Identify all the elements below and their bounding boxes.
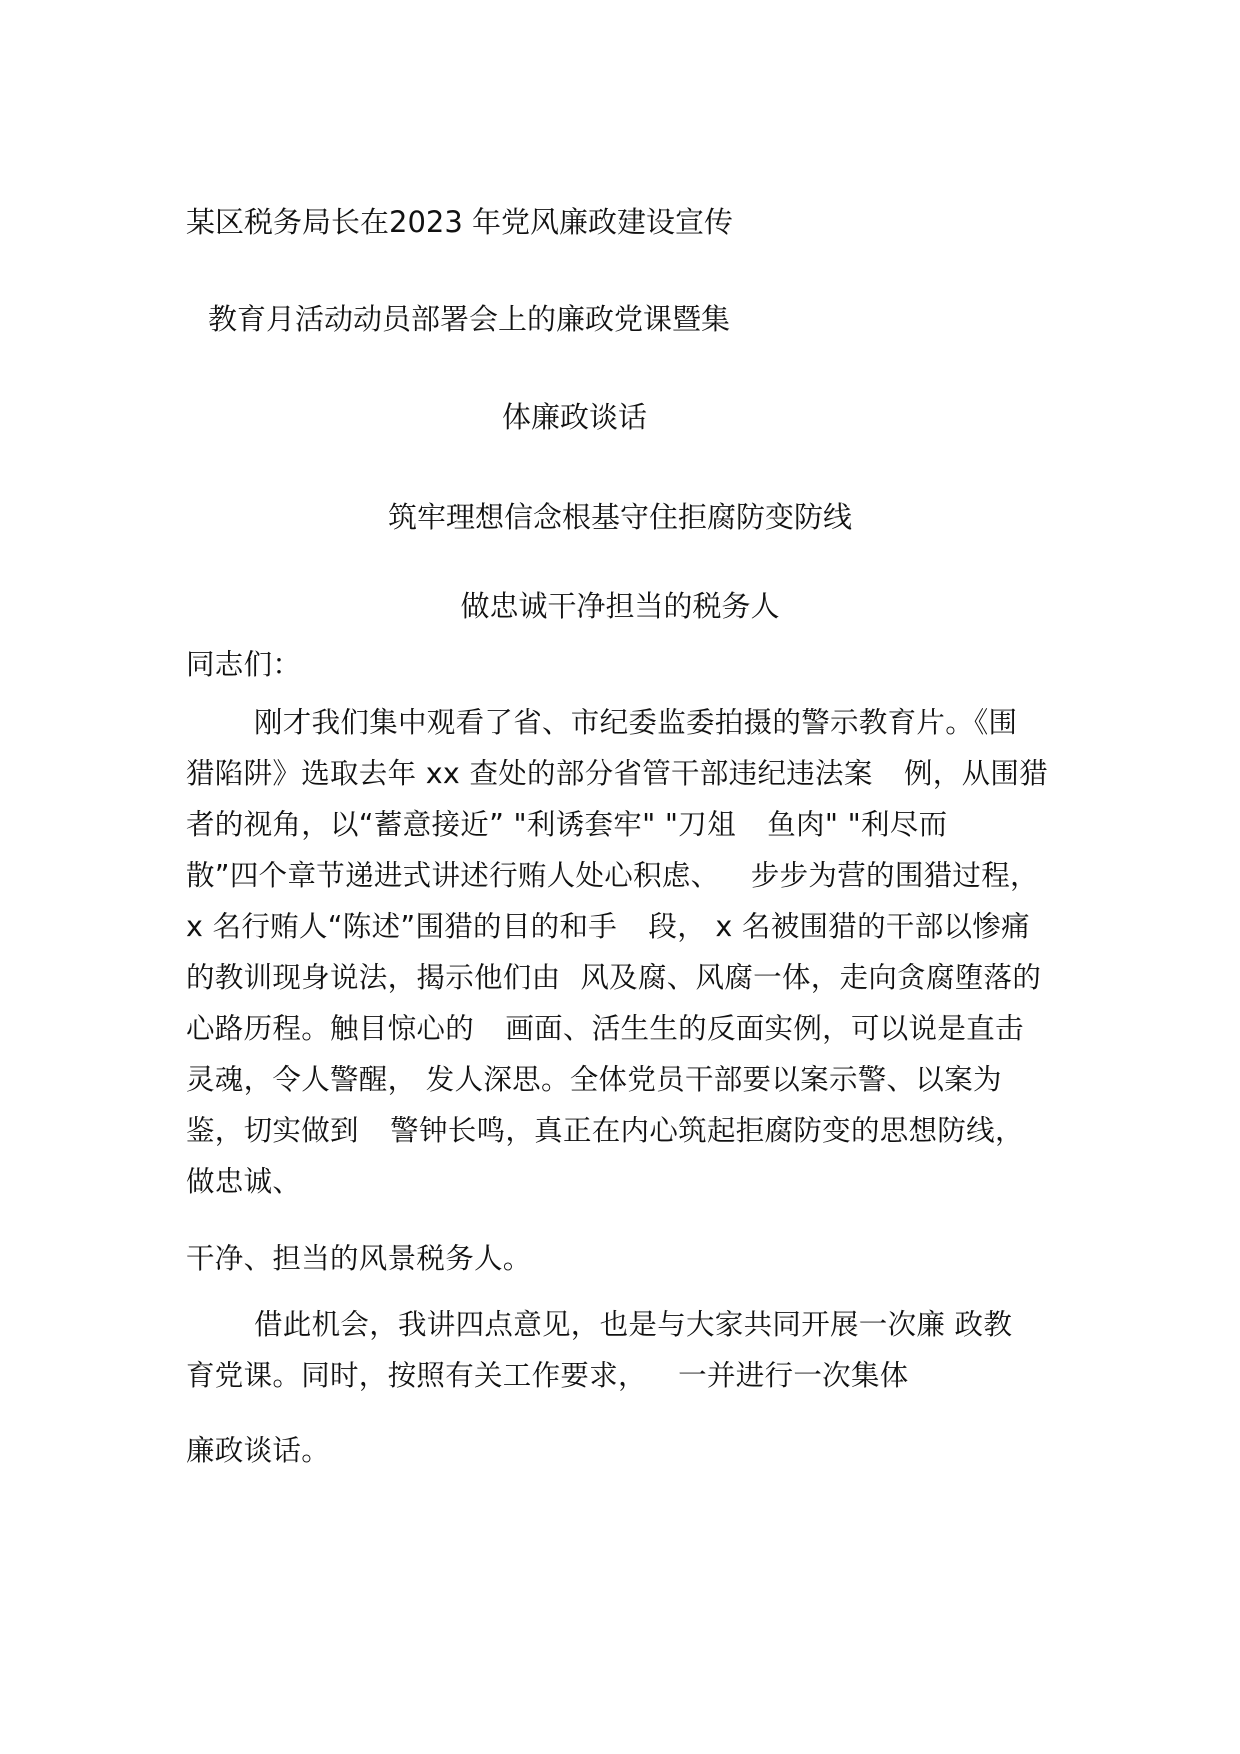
text-segment: 的教训现身说法，揭示他们由: [186, 961, 561, 994]
salutation: 同志们：: [186, 648, 302, 681]
paragraph-1-line-6: [186, 961, 1041, 995]
text-segment: 者的视角，以“蓄意接近” "利诱套牢" "刀俎: [186, 808, 736, 841]
text-segment: 鉴，切实做到: [186, 1114, 359, 1147]
paragraph-2-line-1: 借此机会，我讲四点意见，也是与大家共同开展一次廉 政教: [254, 1308, 1013, 1341]
paragraph-1-line-1: 刚才我们集中观看了省、市纪委监委拍摄的警示教育片。《围: [254, 706, 1018, 739]
paragraph-1-line-10: 做忠诚、: [186, 1165, 302, 1198]
text-segment: 步步为营的围猎过程，: [750, 859, 1039, 892]
paragraph-1-line-9: [186, 1114, 1024, 1148]
text-segment: 鱼肉" "利尽而: [767, 808, 948, 841]
paragraph-1-line-3: [186, 808, 947, 842]
document-title-line-3: 体廉政谈话: [502, 400, 648, 434]
paragraph-1-line-5: [186, 910, 1030, 944]
text-segment: 画面、活生生的反面实例，可以说是直击: [505, 1012, 1024, 1045]
paragraph-2-line-2: [186, 1359, 909, 1393]
paragraph-1-line-7: [186, 1012, 1024, 1046]
paragraph-1-line-2: [186, 757, 1048, 791]
text-segment: 风及腐、风腐一体，走向贪腐堕落的: [580, 961, 1042, 994]
text-segment: 散”四个章节递进式讲述行贿人处心积虑、: [186, 859, 720, 892]
text-segment: 段， x 名被围猎的干部以惨痛: [648, 910, 1030, 943]
text-segment: 例，从围猎: [904, 757, 1049, 790]
paragraph-1-line-11: 干净、担当的风景税务人。: [186, 1242, 532, 1275]
document-title-line-1: 某区税务局长在2023 年党风廉政建设宣传: [186, 205, 734, 239]
text-segment: 心路历程。触目惊心的: [186, 1012, 475, 1045]
document-subtitle-line-1: 筑牢理想信念根基守住拒腐防变防线: [387, 500, 852, 534]
text-segment: 猎陷阱》选取去年 xx 查处的部分省管干部违纪违法案: [186, 757, 873, 790]
text-segment: x 名行贿人“陈述”围猎的目的和手: [186, 910, 618, 943]
text-segment: 育党课。同时，按照有关工作要求，: [186, 1359, 647, 1392]
document-subtitle-line-2: 做忠诚干净担当的税务人: [460, 589, 780, 623]
text-segment: 警钟长鸣，真正在内心筑起拒腐防变的思想防线，: [390, 1114, 1024, 1147]
document-title-line-2: 教育月活动动员部署会上的廉政党课暨集: [208, 302, 731, 336]
paragraph-1-line-4: [186, 859, 1039, 893]
paragraph-1-line-8: 灵魂，令人警醒， 发人深思。全体党员干部要以案示警、以案为: [186, 1063, 1002, 1096]
paragraph-2-line-3: 廉政谈话。: [186, 1434, 331, 1467]
text-segment: 一并进行一次集体: [678, 1359, 909, 1392]
